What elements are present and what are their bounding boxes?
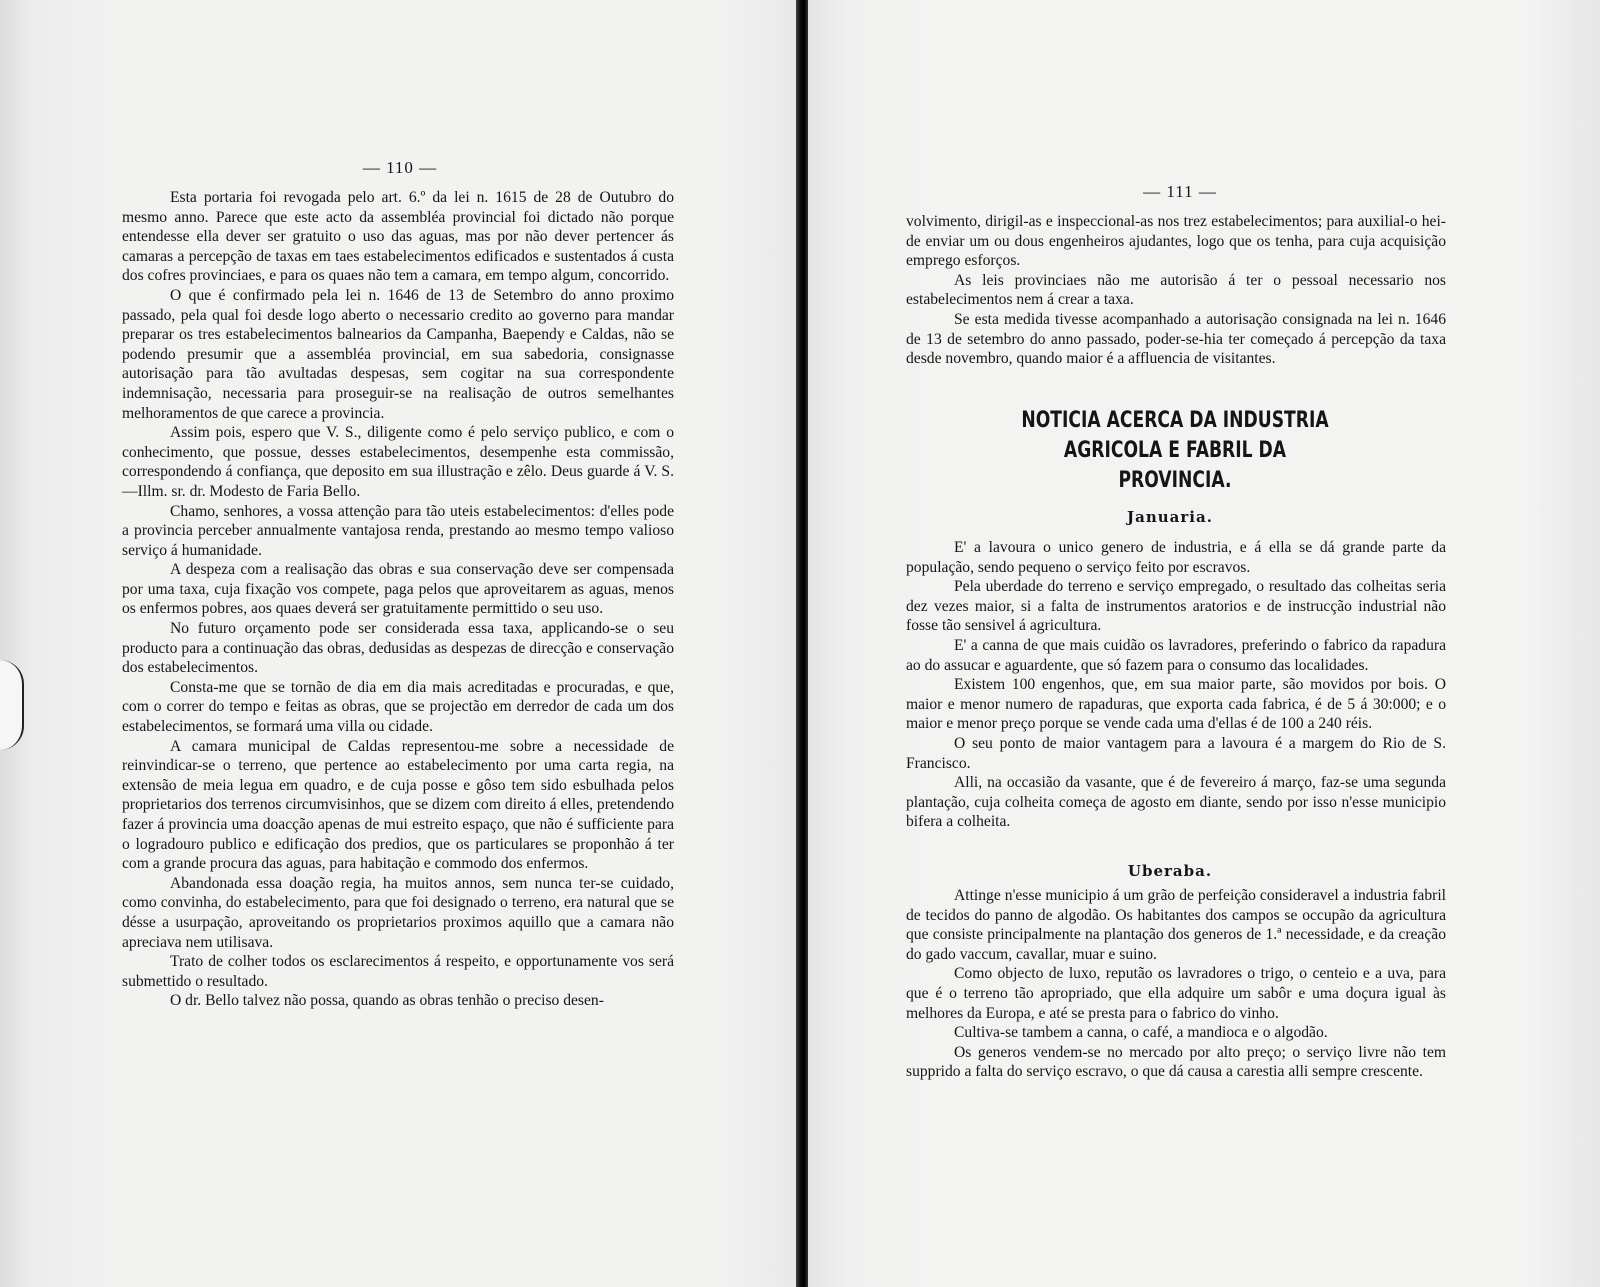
left-paragraph-1: Esta portaria foi revogada pelo art. 6.º da lei n. 1615 de 28 de Outubro do mesmo anno. Parece que este acto da assembléa provincial foi dictado não porque entendesse ella dever ser gratuito o uso das aguas, mas por não dever pertencer ás camaras a percepção de taxas em taes estabelecimentos edificados e sustentados á custa dos cofres provinciaes, e para os quaes não tem a camara, em tempo algum, concorrido. — [122, 189, 674, 285]
left-paragraph-4: Chamo, senhores, a vossa attenção para tão uteis estabelecimentos: d'elles pode a provincia perceber annualmente vantajosa renda, prestando ao mesmo tempo valioso serviço á humanidade. — [122, 502, 674, 559]
left-page-number: — 110 — — [362, 158, 438, 177]
left-paragraph-10: Trato de colher todos os esclarecimentos á respeito, e opportunamente vos será submettido o resultado. — [122, 953, 674, 990]
januaria-paragraph-2: Pela uberdade do terreno e serviço empregado, o resultado das colheitas seria dez vezes maior, si a falta de instrumentos aratorios e de instrucção industrial não fosse tão sensivel á agricultura. — [906, 578, 1446, 635]
left-paragraph-7: Consta-me que se tornão de dia em dia mais acreditadas e procuradas, e que, com o correr do tempo e feitas as obras, que se projectão em derredor de cada um dos estabelecimentos, se formará uma villa ou cidade. — [122, 678, 674, 736]
torn-page-edge — [0, 660, 24, 750]
januaria-paragraph-5: O seu ponto de maior vantagem para a lavoura é a margem do Rio de S. Francisco. — [906, 734, 1446, 772]
right-intro-paragraph-1: volvimento, dirigil-as e inspeccional-as nos trez estabelecimentos; para auxilial-o hei-de enviar um ou dous engenheiros ajudantes, logo que os tenha, para cuja acquisição emprego esforços. — [906, 213, 1446, 270]
uberaba-paragraph-4: Os generos vendem-se no mercado por alto preço; o serviço livre não tem supprido a falta do serviço escravo, o que dá causa a carestia alli sempre crescente. — [906, 1043, 1446, 1081]
januaria-paragraph-6: Alli, na occasião da vasante, que é de fevereiro á março, faz-se uma segunda plantação, cuja colheita começa de agosto em diante, sendo por isso n'esse municipio bifera a colheita. — [906, 774, 1446, 831]
right-intro-body — [906, 212, 1446, 369]
left-paragraph-6: No futuro orçamento pode ser considerada essa taxa, applicando-se o seu producto para a continuação das obras, dedusidas as despezas de direcção e conservação dos estabelecimentos. — [122, 620, 674, 677]
left-paragraph-5: A despeza com a realisação das obras e sua conservação deve ser compensada por uma taxa, cuja fixação vos compete, paga pelos que aproveitarem as aguas, menos os enfermos pobres, aos quaes deverá ser gratuitamente permittido o seu uso. — [122, 561, 674, 618]
left-paragraph-11: O dr. Bello talvez não possa, quando as obras tenhão o preciso desen- — [170, 992, 604, 1010]
right-page-number: — 111 — — [1143, 182, 1217, 201]
uberaba-paragraph-1: Attinge n'esse municipio á um grão de perfeição consideravel a industria fabril de tecidos do panno de algodão. Os habitantes dos campos se occupão da agricultura que consiste principalmente na plantação dos generos de 1.ª necessidade, e da creação do gado vaccum, cavallar, muar e suino. — [906, 887, 1446, 963]
left-paragraph-9: Abandonada essa doação regia, ha muitos annos, sem nunca ter-se cuidado, como convinha, do estabelecimento, para que foi designado o terreno, era natural que se désse a usurpação, aproveitando os proprietarios proximos aquillo que a camara não apreciava nem utilisava. — [122, 874, 674, 951]
left-page-body — [122, 188, 674, 1011]
right-intro-paragraph-2: As leis provinciaes não me autorisão á ter o pessoal necessario nos estabelecimentos nem á crear a taxa. — [906, 271, 1446, 309]
uberaba-paragraph-3: Cultiva-se tambem a canna, o café, a mandioca e o algodão. — [954, 1024, 1328, 1042]
section-title-line-2: PROVINCIA. — [1118, 468, 1232, 493]
left-paragraph-3: Assim pois, espero que V. S., diligente como é pelo serviço publico, e com o conhecimento, que possue, desses estabelecimentos, desempenhe esta commissão, correspondendo á confiança, que deposito em sua illustração e zêlo. Deus guarde á V. S.—Illm. sr. dr. Modesto de Faria Bello. — [122, 424, 674, 500]
section-title — [976, 406, 1374, 496]
uberaba-paragraph-2: Como objecto de luxo, reputão os lavradores o trigo, o centeio e a uva, para que é o terreno tão apropriado, que ella adquire um sabôr e uma doçura igual às melhores da Europa, e até se presta para o fabrico do vinho. — [906, 965, 1446, 1022]
uberaba-heading: Uberaba. — [1127, 862, 1213, 880]
januaria-paragraph-3: E' a canna de que mais cuidão os lavradores, preferindo o fabrico da rapadura ao do assucar e aguardente, que só fazem para o consumo das localidades. — [906, 636, 1446, 674]
januaria-body — [906, 538, 1446, 832]
januaria-paragraph-1: E' a lavoura o unico genero de industria, e á ella se dá grande parte da população, sendo pequeno o serviço feito por escravos. — [906, 539, 1446, 576]
januaria-heading: Januaria. — [1127, 508, 1213, 526]
right-intro-paragraph-3: Se esta medida tivesse acompanhado a autorisação consignada na lei n. 1646 de 13 de setembro do anno passado, poder-se-hia ter começado á percepção da taxa desde novembro, quando maior é a affluencia de visitantes. — [906, 310, 1446, 368]
left-paragraph-2: O que é confirmado pela lei n. 1646 de 13 de Setembro do anno proximo passado, pela qual foi desde logo aberto o necessario credito ao governo para mandar preparar os tres estabelecimentos balnearios da Campanha, Baependy e Caldas, não se podendo presumir que a assembléa provincial, em sua sabedoria, consignasse autorisação para tão avultadas despesas, sem cogitar na sua correspondente indemnisação, necessaria para proseguir-se na realisação de outros semelhantes melhoramentos de que carece a provincia. — [122, 286, 674, 422]
uberaba-body — [906, 886, 1446, 1082]
left-paragraph-8: A camara municipal de Caldas representou-me sobre a necessidade de reinvindicar-se o terreno, que pertence ao estabelecimento por uma carta regia, na extensão de meia legua em quadro, e de cuja posse e gôso tem sido esbulhada pelos proprietarios dos terrenos circumvisinhos, que se dizem com direito á elles, pretendendo fazer á provincia uma doacção apenas de mui estreito espaço, que não é sufficiente para o logradouro publico e edificação dos predios, que os particulares se proponhão á ter com a grande procura das aguas, para habitação e commodo dos enfermos. — [122, 737, 674, 873]
januaria-paragraph-4: Existem 100 engenhos, que, em sua maior parte, são movidos por bois. O maior e menor numero de rapaduras, que exporta cada fabrica, é de 5 á 30:000; e o maior e menor preço porque se vende cada uma d'ellas é de 100 a 240 réis. — [906, 676, 1446, 733]
section-title-line-1: NOTICIA ACERCA DA INDUSTRIA AGRICOLA E FABRIL DA — [1021, 408, 1329, 463]
